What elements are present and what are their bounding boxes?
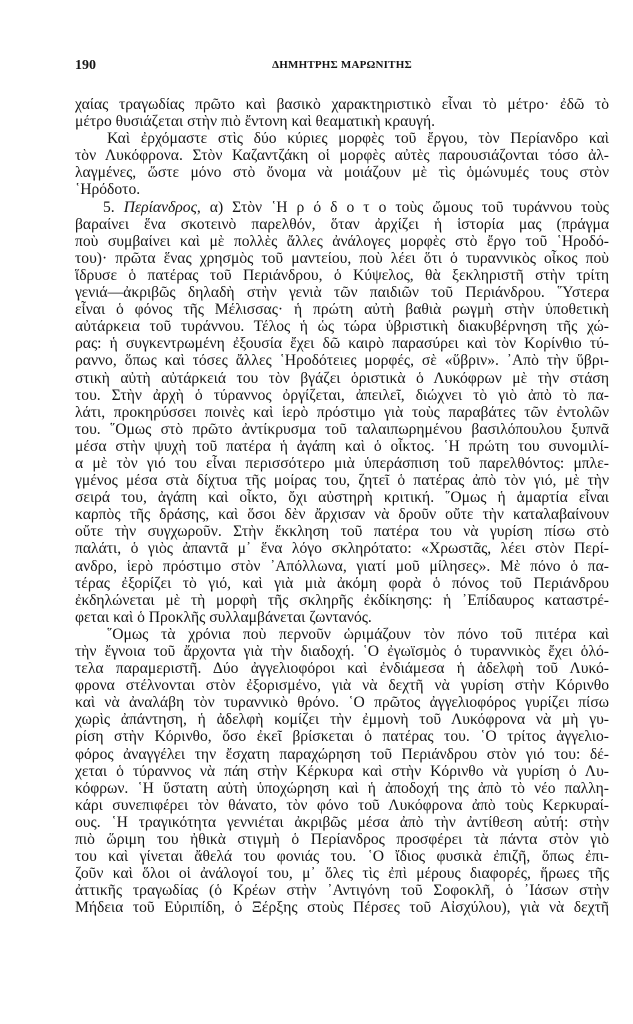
text-line: α μὲ τὸν γιό του εἶναι περισσότερο μιὰ ὑπεράσπιση τοῦ παρελθόντος: μπλε- <box>75 454 609 472</box>
text-line: κόφρων. ῾Η ὕστατη αὐτὴ ὑποχώρηση καὶ ἡ ἀποδοχή της ἀπὸ τὸ νέο παλλη- <box>75 779 609 797</box>
text-line: ραννο, ὅπως καὶ τόσες ἄλλες ῾Ηροδότειες μορφές, σὲ «ὕβριν». ᾿Απὸ τὴν ὕβρι- <box>75 352 609 370</box>
text-line: γμένος μέσα στὰ δίχτυα τῆς μοίρας του, ζητεῖ ὁ πατέρας ἀπὸ τὸν γιό, μὲ τὴν <box>75 472 609 490</box>
text-line: βαραίνει ἕνα σκοτεινὸ παρελθόν, ὅταν ἀρχίζει ἡ ἱστορία μας (πράγμα <box>75 215 609 233</box>
text-line: παλάτι, ὁ γιὸς ἀπαντᾶ μ᾿ ἕνα λόγο σκληρότατο: «Χρωστᾶς, λέει στὸν Περί- <box>75 540 609 558</box>
text-line: ρας: ἡ συγκεντρωμένη ἐξουσία ἔχει δῶ καιρὸ παρασύρει καὶ τὸν Κορίνθιο τύ- <box>75 335 609 353</box>
section-number: 5. <box>103 198 124 216</box>
text-line: τὸν Λυκόφρονα. Στὸν Καζαντζάκη οἱ μορφὲς αὐτὲς παρουσιάζονται τόσο ἀλ- <box>75 147 609 165</box>
text-line: φεται καὶ ὁ Προκλῆς συλλαμβάνεται ζωντανός. <box>75 608 372 626</box>
text-line: αὐτάρκεια τοῦ τυράννου. Τέλος ἡ ὡς τώρα ὑβριστικὴ διακυβέρνηση τῆς χώ- <box>75 318 609 336</box>
text-line: εἶναι ὁ φόνος τῆς Μέλισσας· ἡ πρώτη αὐτὴ βαθιὰ ρωγμὴ στὴν ὑποθετικὴ <box>75 301 609 319</box>
text-line: του. ῞Ομως στὸ πρῶτο ἀντίκρυσμα τοῦ ταλαιπωρημένου βασιλόπουλου ξυπνᾶ <box>75 420 609 438</box>
text-line: ἐκδηλώνεται μὲ τὴ μορφὴ τῆς σκληρῆς ἐκδίκησης: ἡ ᾿Επίδαυρος καταστρέ- <box>75 591 609 609</box>
text-line: μέτρο θυσιάζεται στὴν πιὸ ἔντονη καὶ θεαματικὴ κραυγή. <box>75 113 436 131</box>
page-number: 190 <box>75 58 96 73</box>
text-line: ανδρο, ἱερὸ πρόστιμο στὸν ᾿Απόλλωνα, γιατί μοῦ μίλησες». Μὲ πόνο ὁ πα- <box>75 557 609 575</box>
text-line: φόρος ἀναγγέλει την ἔσχατη παραχώρηση τοῦ Περιάνδρου στὸν γιό του: δέ- <box>75 745 609 763</box>
text-line: τὴν ἔγνοια τοῦ ἄρχοντα γιὰ τὴν διαδοχή. ῾Ο ἐγωϊσμὸς ὁ τυραννικὸς ἔχει ὁλό- <box>75 643 609 660</box>
text-line: ῞Ομως τὰ χρόνια ποὺ περνοῦν ὡριμάζουν τὸν πόνο τοῦ πιτέρα καὶ <box>107 625 609 643</box>
section-heading-line <box>75 199 609 216</box>
text-line: γενιά—ἀκριβῶς δηλαδὴ στὴν γενιὰ τῶν παιδιῶν τοῦ Περιάνδρου. ῞Υστερα <box>75 284 609 302</box>
section-title: Περίανδρος <box>123 198 197 216</box>
text-line: καὶ νὰ ἀναλάβη τὸν τυραννικὸ θρόνο. ῾Ο πρῶτος ἀγγελιοφόρος γυρίζει πίσω <box>75 694 609 712</box>
body-text <box>75 96 609 917</box>
text-line: ρίση στὴν Κόρινθο, ὅσο ἐκεῖ βρίσκεται ὁ πατέρας του. ῾Ο τρίτος ἀγγελιο- <box>75 728 609 746</box>
text-line: ἵδρυσε ὁ πατέρας τοῦ Περιάνδρου, ὁ Κύψελος, θὰ ξεκληριστῆ στὴν τρίτη <box>75 266 609 284</box>
text-line: Καὶ ἐρχόμαστε στὶς δύο κύριες μορφὲς τοῦ ἔργου, τὸν Περίανδρο καὶ <box>107 130 609 148</box>
text-line: τέρας ἐξορίζει τὸ γιό, καὶ γιὰ μιὰ ἀκόμη φορὰ ὁ πόνος τοῦ Περιάνδρου <box>75 574 609 592</box>
text-line: ζοῦν καὶ ὅλοι οἱ ἀνάλογοί του, μ᾿ ὅλες τὶς ἐπὶ μέρους διαφορές, ἥρωες τῆς <box>75 865 609 883</box>
text-line: ἀττικῆς τραγωδίας (ὁ Κρέων στὴν ᾿Αντιγόνη τοῦ Σοφοκλῆ, ὁ ᾿Ιάσων στὴν <box>75 882 609 900</box>
text-line: σειρά του, ἀγάπη καὶ οἶκτο, ὄχι αὐστηρὴ κριτική. ῞Ομως ἡ ἁμαρτία εἶναι <box>75 489 609 507</box>
text-line: του καὶ γίνεται ἄθελά του φονιάς του. ῾Ο ἴδιος φυσικὰ ἐπιζῆ, ὅπως ἐπι- <box>75 848 609 866</box>
running-head <box>75 58 609 78</box>
text-line: κάρι συνεπιφέρει τὸν θάνατο, τὸν φόνο τοῦ Λυκόφρονα ἀπὸ τοὺς Κερκυραί- <box>75 796 609 814</box>
text-line: καρπὸς τῆς δράσης, καὶ ὅσοι δὲν ἄρχισαν νὰ δροῦν οὔτε τὴν καταλαβαίνουν <box>75 506 609 524</box>
text-line: ους. ῾Η τραγικότητα γεννιέται ἀκριβῶς μέσα ἀπὸ τὴν ἀντίθεση αὐτή: στὴν <box>75 813 609 831</box>
text-line: φρονα στέλνονται στὸν ἐξορισμένο, γιὰ νὰ δεχτῆ νὰ γυρίση στὴν Κόρινθο <box>75 677 609 695</box>
text-line: του)· πρῶτα ἕνας χρησμὸς τοῦ μαντείου, ποὺ λέει ὅτι ὁ τυραννικὸς οἶκος ποὺ <box>75 249 609 267</box>
text-line: στικὴ αὐτὴ αὐτάρκειά του τὸν βγάζει ὁριστικὰ ὁ Λυκόφρων μὲ τὴν στάση <box>75 369 609 387</box>
running-title: ΔΗΜΗΤΡΗΣ ΜΑΡΩΝΙΤΗΣ <box>272 59 412 71</box>
text-line: οὔτε τὴν συγχωροῦν. Στὴν ἔκκληση τοῦ πατέρα του νὰ γυρίση πίσω στὸ <box>75 523 609 541</box>
text-line: λαγμένες, ὥστε μόνο στὸ ὄνομα νὰ μοιάζουν μὲ τὶς ὁμώνυμές τους στὸν <box>75 164 609 182</box>
text-line: χωρὶς ἀπάντηση, ἡ ἀδελφὴ κομίζει τὴν ἐμμονὴ τοῦ Λυκόφρονα νὰ μὴ γυ- <box>75 711 609 729</box>
text-line: χαίας τραγωδίας πρῶτο καὶ βασικὸ χαρακτηριστικὸ εἶναι τὸ μέτρο· ἐδῶ τὸ <box>75 96 609 113</box>
text-line: ποὺ συμβαίνει καὶ μὲ πολλὲς ἄλλες ἀνάλογες μορφὲς στὸ ἔργο τοῦ ῾Ηροδό- <box>75 232 609 250</box>
section-heading-rest: , α) Στὸν ῾Η ρ ό δ ο τ ο τοὺς ὤμους τοῦ τυράννου τοὺς <box>196 198 609 216</box>
text-line: Μήδεια τοῦ Εὐριπίδη, ὁ Ξέρξης στοὺς Πέρσες τοῦ Αἰσχύλου), γιὰ νὰ δεχτῆ <box>75 899 609 917</box>
text-line: λάτι, προκηρύσσει ποινὲς καὶ ἱερὸ πρόστιμο γιὰ τοὺς παραβάτες τῶν ἐντολῶν <box>75 403 609 421</box>
text-line: πιὸ ὥριμη του ἠθικὰ στιγμὴ ὁ Περίανδρος προσφέρει τὰ πάντα στὸν γιὸ <box>75 831 609 849</box>
text-line: του. Στὴν ἀρχὴ ὁ τύραννος ὀργίζεται, ἀπειλεῖ, διώχνει τὸ γιὸ ἀπὸ τὸ πα- <box>75 386 609 404</box>
text-line: τελα παραμεριστῆ. Δύο ἀγγελιοφόροι καὶ ἐνδιάμεσα ἡ ἀδελφὴ τοῦ Λυκό- <box>75 660 609 678</box>
text-line: χεται ὁ τύραννος νὰ πάη στὴν Κέρκυρα καὶ στὴν Κόρινθο νὰ γυρίση ὁ Λυ- <box>75 762 609 780</box>
text-line: μέσα στὴν ψυχὴ τοῦ πατέρα ἡ ἀγάπη καὶ ὁ οἶκτος. ῾Η πρώτη του συνομιλί- <box>75 437 609 455</box>
text-line: ῾Ηρόδοτο. <box>75 181 141 199</box>
